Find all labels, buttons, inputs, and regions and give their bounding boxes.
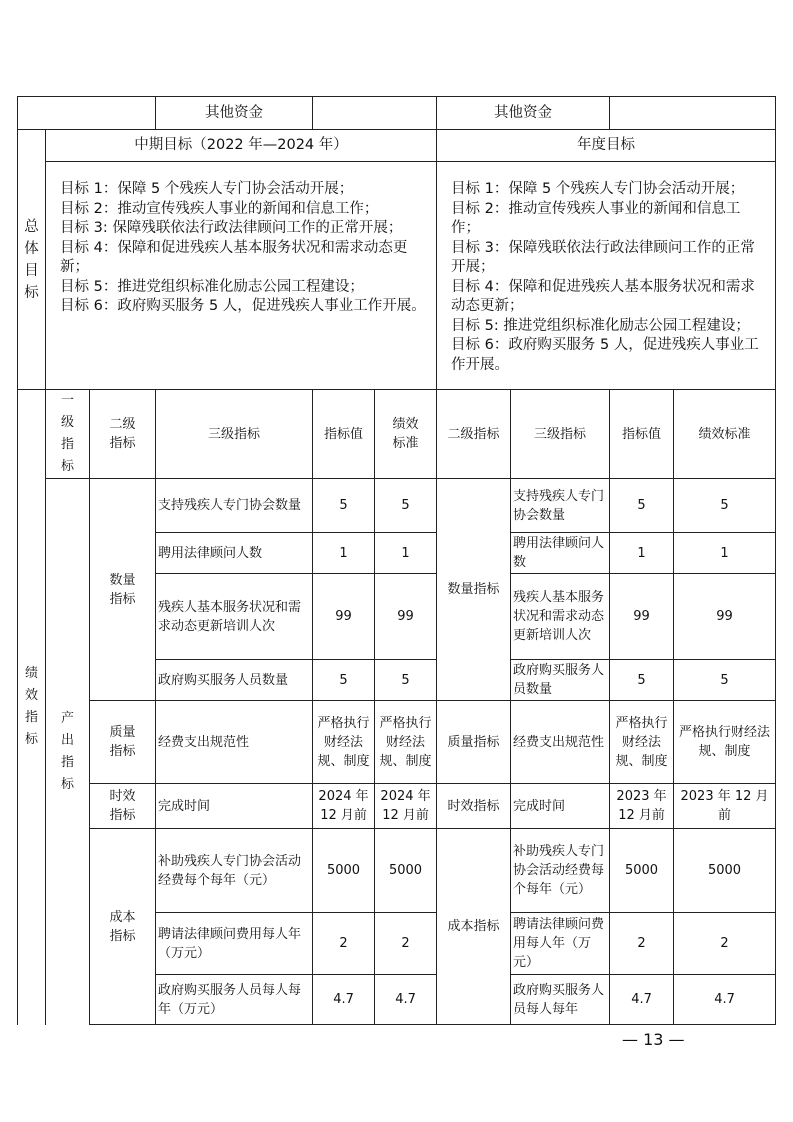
indicator-name-r: 政府购买服务人员数量	[511, 660, 610, 701]
indicator-name: 政府购买服务人员每人每年（万元）	[156, 975, 313, 1025]
indicator-standard: 2024 年 12 月前	[375, 784, 437, 829]
indicator-standard-r: 99	[674, 574, 776, 660]
annual-goal-item: 目标 6：政府购买服务 5 人，促进残疾人事业工作开展。	[451, 337, 759, 373]
quality-label-r: 质量指标	[437, 701, 511, 784]
cost-label-text: 成本指标	[109, 909, 136, 944]
annual-goal-item: 目标 4：保障和促进残疾人基本服务状况和需求动态更新；	[451, 278, 755, 314]
quality-label	[90, 701, 156, 784]
table-row	[18, 701, 776, 784]
indicator-standard-r: 2	[674, 913, 776, 975]
indicator-name: 聘请法律顾问费用每人年（万元）	[156, 913, 313, 975]
goals-header-row	[18, 130, 776, 162]
timeliness-label-r: 时效指标	[437, 784, 511, 829]
indicator-standard: 1	[375, 533, 437, 574]
blank-cell	[18, 97, 156, 130]
indicator-standard: 5	[375, 479, 437, 533]
indicator-standard: 4.7	[375, 975, 437, 1025]
other-funds-label-right: 其他资金	[437, 97, 610, 130]
indicator-standard-r: 严格执行财经法规、制度	[674, 701, 776, 784]
quantity-label-r: 数量指标	[437, 479, 511, 701]
midterm-goal-item: 目标 1：保障 5 个残疾人专门协会活动开展；	[60, 181, 354, 197]
indicator-standard: 99	[375, 574, 437, 660]
indicator-standard-r: 5000	[674, 829, 776, 913]
midterm-goals-text	[46, 162, 437, 390]
indicator-name-r: 经费支出规范性	[511, 701, 610, 784]
indicator-standard-r: 5	[674, 660, 776, 701]
indicator-name: 经费支出规范性	[156, 701, 313, 784]
header-value: 指标值	[313, 390, 375, 479]
indicator-value: 2024 年 12 月前	[313, 784, 375, 829]
indicator-standard: 2	[375, 913, 437, 975]
header-value-r: 指标值	[610, 390, 674, 479]
indicator-standard-r: 1	[674, 533, 776, 574]
cost-label	[90, 829, 156, 1025]
quantity-label	[90, 479, 156, 701]
annual-goals-text	[437, 162, 776, 390]
goals-content-row	[18, 162, 776, 390]
indicator-value: 4.7	[313, 975, 375, 1025]
output-indicators-label	[46, 479, 90, 1025]
header-level2-text: 二级指标	[109, 417, 136, 451]
midterm-goal-item: 目标 2：推动宣传残疾人事业的新闻和信息工作；	[60, 200, 379, 217]
midterm-goal-item: 目标 5：推进党组织标准化励志公园工程建设；	[60, 278, 364, 295]
quantity-label-text: 数量指标	[109, 572, 136, 607]
performance-goal-table	[17, 96, 776, 1025]
output-indicators-label-text: 产出指标	[60, 710, 74, 792]
timeliness-label	[90, 784, 156, 829]
indicator-name: 完成时间	[156, 784, 313, 829]
indicator-value-r: 2	[610, 913, 674, 975]
indicator-standard: 5000	[375, 829, 437, 913]
annual-goal-item: 目标 5: 推进党组织标准化励志公园工程建设；	[451, 317, 750, 334]
cost-label-r: 成本指标	[437, 829, 511, 1025]
table-row	[18, 829, 776, 913]
blank-cell	[610, 97, 776, 130]
header-level2-r: 二级指标	[437, 390, 511, 479]
timeliness-label-text: 时效指标	[109, 789, 136, 823]
indicator-value-r: 4.7	[610, 975, 674, 1025]
indicator-value-r: 5	[610, 660, 674, 701]
blank-cell	[313, 97, 437, 130]
indicator-name: 残疾人基本服务状况和需求动态更新培训人次	[156, 574, 313, 660]
annual-goals-header: 年度目标	[437, 130, 776, 162]
indicator-name-r: 完成时间	[511, 784, 610, 829]
indicator-value-r: 99	[610, 574, 674, 660]
indicator-name-r: 聘请法律顾问费用每人年（万元）	[511, 913, 610, 975]
header-level1-text: 一级指标	[60, 393, 74, 474]
indicator-value: 严格执行财经法规、制度	[313, 701, 375, 784]
indicator-value-r: 1	[610, 533, 674, 574]
indicator-value: 2	[313, 913, 375, 975]
indicator-value: 5	[313, 660, 375, 701]
header-level2	[90, 390, 156, 479]
overall-goals-label	[18, 130, 46, 390]
performance-indicators-label	[18, 390, 46, 1025]
indicator-standard-r: 5	[674, 479, 776, 533]
performance-indicators-label-text: 绩效指标	[24, 666, 38, 748]
indicator-value-r: 严格执行财经法规、制度	[610, 701, 674, 784]
indicator-name: 支持残疾人专门协会数量	[156, 479, 313, 533]
annual-goal-item: 目标 2：推动宣传残疾人事业的新闻和信息工作；	[451, 200, 741, 236]
indicator-value-r: 2023 年 12 月前	[610, 784, 674, 829]
header-standard-text: 绩效标准	[392, 417, 419, 451]
header-level3-r: 三级指标	[511, 390, 610, 479]
header-level3: 三级指标	[156, 390, 313, 479]
header-standard-r: 绩效标准	[674, 390, 776, 479]
quality-label-text: 质量指标	[109, 725, 136, 759]
header-standard	[375, 390, 437, 479]
indicator-header-row	[18, 390, 776, 479]
table-row	[18, 479, 776, 533]
indicator-value: 5000	[313, 829, 375, 913]
overall-goals-label-text: 总体目标	[24, 218, 39, 301]
indicator-name: 政府购买服务人员数量	[156, 660, 313, 701]
indicator-name-r: 残疾人基本服务状况和需求动态更新培训人次	[511, 574, 610, 660]
indicator-name-r: 政府购买服务人员每人每年	[511, 975, 610, 1025]
indicator-name: 聘用法律顾问人数	[156, 533, 313, 574]
indicator-standard: 5	[375, 660, 437, 701]
other-funds-label-left: 其他资金	[156, 97, 313, 130]
indicator-value-r: 5000	[610, 829, 674, 913]
midterm-goal-item: 目标 4：保障和促进残疾人基本服务状况和需求动态更新；	[60, 239, 408, 275]
indicator-name: 补助残疾人专门协会活动经费每个每年（元）	[156, 829, 313, 913]
page-number: — 13 —	[622, 1030, 685, 1049]
indicator-value: 1	[313, 533, 375, 574]
indicator-value-r: 5	[610, 479, 674, 533]
annual-goal-item: 目标 3：保障残联依法行政法律顾问工作的正常开展；	[451, 239, 755, 275]
indicator-value: 5	[313, 479, 375, 533]
header-level1	[46, 390, 90, 479]
indicator-name-r: 支持残疾人专门协会数量	[511, 479, 610, 533]
table-row	[18, 784, 776, 829]
other-funds-row	[18, 97, 776, 130]
indicator-standard: 严格执行财经法规、制度	[375, 701, 437, 784]
midterm-goal-item: 目标 6：政府购买服务 5 人，促进残疾人事业工作开展。	[60, 298, 426, 314]
indicator-standard-r: 2023 年 12 月前	[674, 784, 776, 829]
indicator-name-r: 聘用法律顾问人数	[511, 533, 610, 574]
indicator-value: 99	[313, 574, 375, 660]
annual-goal-item: 目标 1：保障 5 个残疾人专门协会活动开展；	[451, 181, 745, 197]
indicator-standard-r: 4.7	[674, 975, 776, 1025]
midterm-goals-header: 中期目标（2022 年—2024 年）	[46, 130, 437, 162]
midterm-goal-item: 目标 3: 保障残联依法行政法律顾问工作的正常开展；	[60, 220, 403, 236]
indicator-name-r: 补助残疾人专门协会活动经费每个每年（元）	[511, 829, 610, 913]
